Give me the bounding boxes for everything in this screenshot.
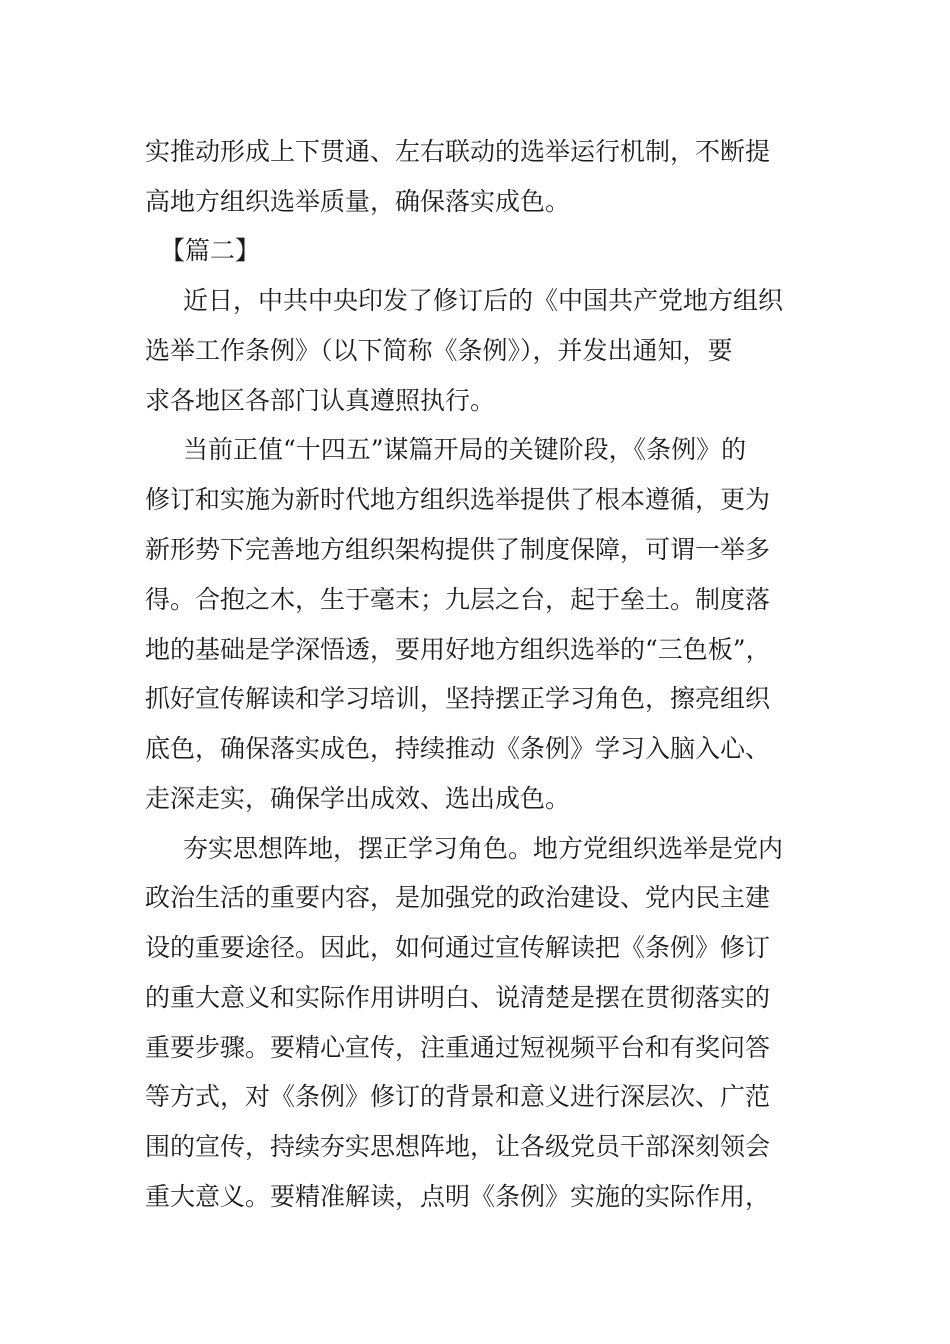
text-line: 政治生活的重要内容，是加强党的政治建设、党内民主建 — [145, 883, 771, 912]
text-line: 重要步骤。要精心宣传，注重通过短视频平台和有奖问答 — [145, 1033, 771, 1062]
text-line: 地的基础是学深悟透，要用好地方组织选举的“三色板”， — [145, 635, 771, 664]
text-line: 走深走实，确保学出成效、选出成色。 — [145, 784, 571, 813]
text-line: 高地方组织选举质量，确保落实成色。 — [145, 187, 571, 216]
text-line: 的重大意义和实际作用讲明白、说清楚是摆在贯彻落实的 — [145, 983, 771, 1012]
section-heading: 【篇二】 — [160, 236, 261, 265]
text-line: 修订和实施为新时代地方组织选举提供了根本遵循，更为 — [145, 485, 771, 514]
text-line: 设的重要途径。因此，如何通过宣传解读把《条例》修订 — [145, 933, 771, 962]
text-line: 近日，中共中央印发了修订后的《中国共产党地方组织 — [183, 286, 784, 315]
text-line: 等方式，对《条例》修订的背景和意义进行深层次、广范 — [145, 1082, 771, 1111]
text-line: 实推动形成上下贯通、左右联动的选举运行机制，不断提 — [145, 137, 771, 166]
text-line: 当前正值“十四五”谋篇开局的关键阶段，《条例》的 — [183, 435, 747, 464]
text-line: 抓好宣传解读和学习培训，坚持摆正学习角色，擦亮组织 — [145, 684, 771, 713]
text-line: 夯实思想阵地，摆正学习角色。地方党组织选举是党内 — [183, 834, 784, 863]
text-line: 选举工作条例》（以下简称《条例》），并发出通知，要 — [145, 336, 733, 365]
text-line: 重大意义。要精准解读，点明《条例》实施的实际作用， — [145, 1182, 771, 1211]
text-line: 底色，确保落实成色，持续推动《条例》学习入脑入心、 — [145, 734, 771, 763]
text-line: 新形势下完善地方组织架构提供了制度保障，可谓一举多 — [145, 535, 771, 564]
text-line: 得。合抱之木，生于毫末；九层之台，起于垒土。制度落 — [145, 585, 771, 614]
text-line: 围的宣传，持续夯实思想阵地，让各级党员干部深刻领会 — [145, 1132, 771, 1161]
text-line: 求各地区各部门认真遵照执行。 — [145, 386, 496, 415]
